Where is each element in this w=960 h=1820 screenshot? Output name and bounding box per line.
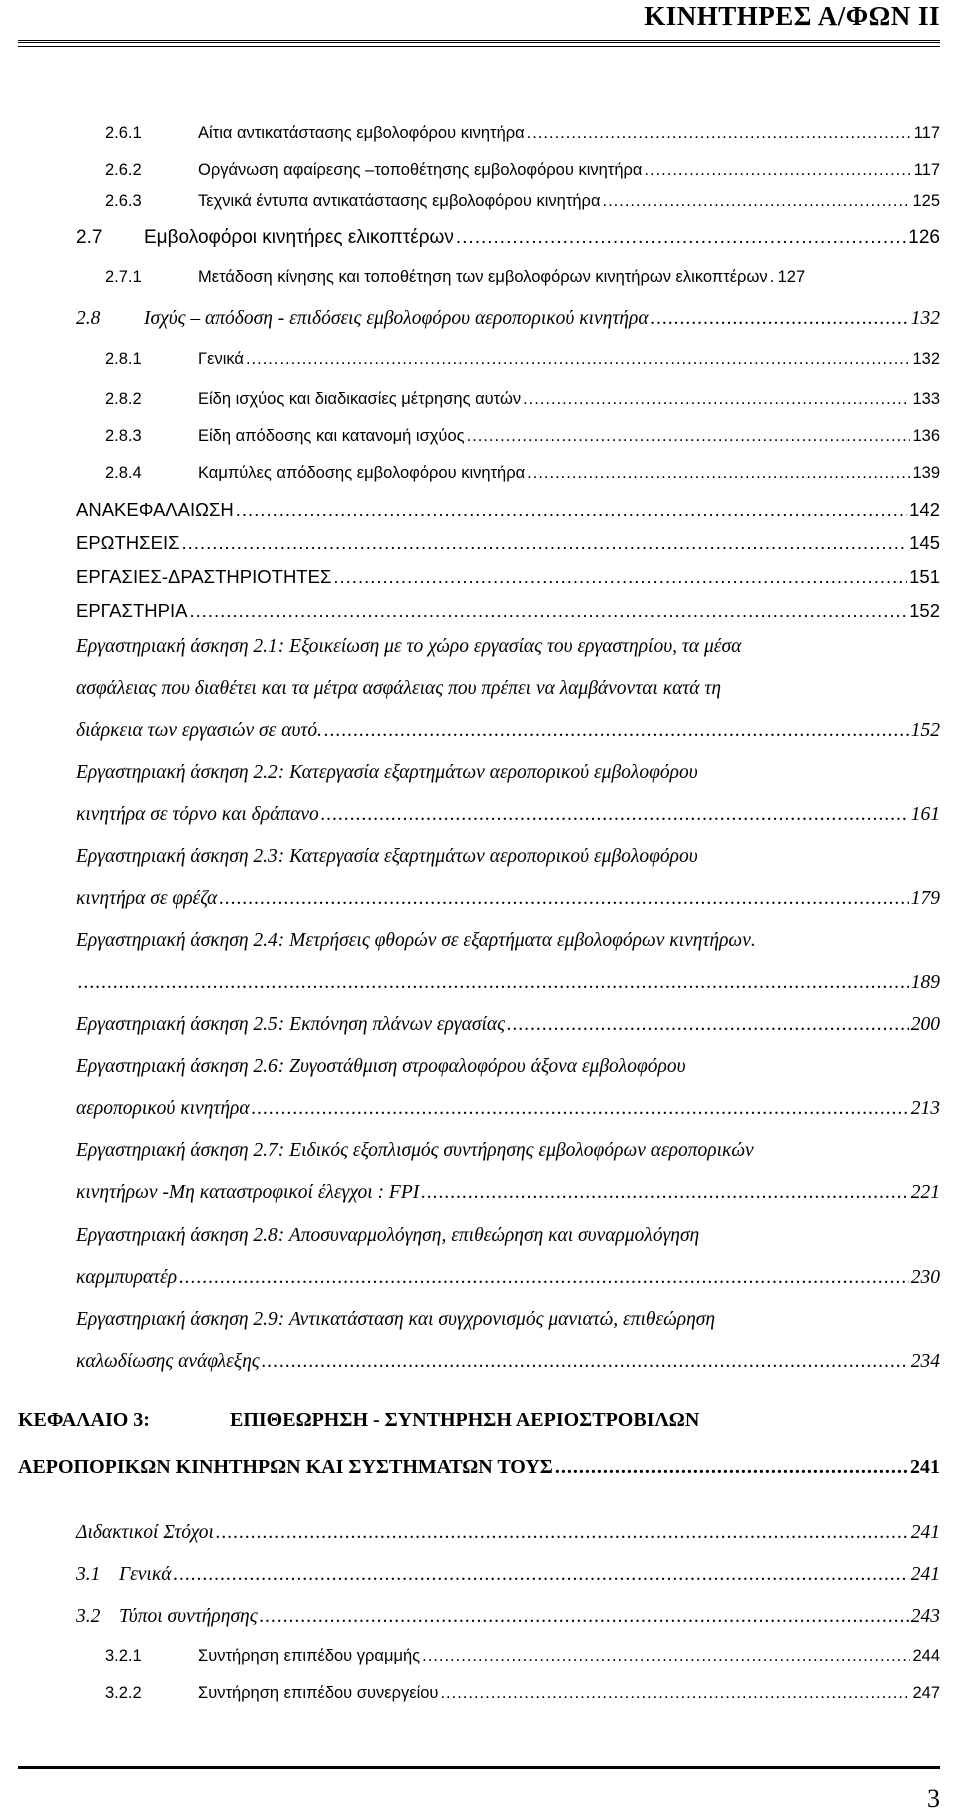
toc-title: καρμπυρατέρ xyxy=(76,1267,178,1288)
toc-page: 241 xyxy=(910,1522,940,1543)
toc-leader xyxy=(173,1564,908,1586)
toc-title: ΕΡΓΑΣΙΕΣ-ΔΡΑΣΤΗΡΙΟΤΗΤΕΣ xyxy=(76,566,332,587)
toc-entry[interactable] xyxy=(76,804,940,826)
toc-entry[interactable] xyxy=(105,464,940,483)
toc-title: Εργαστηριακή άσκηση 2.5: Εκπόνηση πλάνων εργασίας xyxy=(76,1014,506,1035)
toc-title-line: Εργαστηριακή άσκηση 2.7: Ειδικός εξοπλισμός συντήρησης εμβολοφόρων αεροπορικών xyxy=(76,1140,754,1161)
toc-entry[interactable] xyxy=(76,888,940,910)
toc-page: 244 xyxy=(912,1647,940,1665)
toc-title: Είδη ισχύος και διαδικασίες μέτρησης αυτών xyxy=(198,390,522,408)
toc-title: ΕΡΩΤΗΣΕΙΣ xyxy=(76,532,180,553)
toc-leader xyxy=(236,499,907,521)
toc-title-line: Εργαστηριακή άσκηση 2.9: Αντικατάσταση και συγχρονισμός μανιατώ, επιθεώρηση xyxy=(76,1309,716,1330)
toc-title: ΑΕΡΟΠΟΡΙΚΩΝ ΚΙΝΗΤΗΡΩΝ ΚΑΙ ΣΥΣΤΗΜΑΤΩΝ ΤΟΥΣ xyxy=(18,1456,553,1478)
toc-title: Αίτια αντικατάστασης εμβολοφόρου κινητήρα xyxy=(198,124,525,142)
toc-page: 126 xyxy=(908,227,940,248)
toc-page: 152 xyxy=(909,600,940,621)
toc-title: Γενικά xyxy=(198,350,244,368)
toc-entry[interactable] xyxy=(76,1098,940,1120)
toc-leader xyxy=(262,1351,909,1373)
toc-entry[interactable] xyxy=(105,427,940,446)
toc-number: 2.8.3 xyxy=(105,427,142,445)
toc-entry[interactable] xyxy=(76,1351,940,1373)
toc-title-line: Εργαστηριακή άσκηση 2.4: Μετρήσεις φθορών σε εξαρτήματα εμβολοφόρων κινητήρων. xyxy=(76,930,756,951)
toc-leader xyxy=(421,1182,909,1204)
toc-leader xyxy=(78,972,909,994)
toc-entry[interactable] xyxy=(76,499,940,521)
toc-entry[interactable] xyxy=(105,1647,940,1666)
toc-entry[interactable] xyxy=(76,532,940,554)
toc-entry[interactable] xyxy=(76,1606,940,1628)
toc-leader xyxy=(321,804,909,826)
footer-rule xyxy=(18,1766,940,1769)
toc-entry[interactable] xyxy=(76,1522,940,1544)
toc-page: 133 xyxy=(912,390,940,408)
toc-entry[interactable] xyxy=(76,227,940,249)
toc-number: 2.8.2 xyxy=(105,390,142,408)
toc-title: διάρκεια των εργασιών σε αυτό. xyxy=(76,720,323,741)
toc-number: 3.2.2 xyxy=(105,1684,142,1702)
toc-title: κινητήρων -Μη καταστροφικοί έλεγχοι : FPI xyxy=(76,1182,420,1203)
toc-number: 2.7 xyxy=(76,227,103,248)
toc-title-line: Εργαστηριακή άσκηση 2.3: Κατεργασία εξαρτημάτων αεροπορικού εμβολοφόρου xyxy=(76,846,698,867)
toc-title: Καμπύλες απόδοσης εμβολοφόρου κινητήρα xyxy=(198,464,526,482)
toc-page: 221 xyxy=(910,1182,940,1203)
toc-leader xyxy=(456,227,906,249)
toc-leader xyxy=(527,124,912,143)
toc-page: 152 xyxy=(910,720,940,741)
toc-title-line: Εργαστηριακή άσκηση 2.6: Ζυγοστάθμιση στροφαλοφόρου άξονα εμβολοφόρου xyxy=(76,1056,686,1077)
toc-entry[interactable] xyxy=(76,566,940,588)
toc-title: αεροπορικού κινητήρα xyxy=(76,1098,250,1119)
toc-number: 2.6.3 xyxy=(105,192,142,210)
toc-entry[interactable] xyxy=(105,124,940,143)
toc-title: Εμβολοφόροι κινητήρες ελικοπτέρων xyxy=(144,227,454,248)
toc-leader xyxy=(219,888,908,910)
toc-title: κινητήρα σε φρέζα xyxy=(76,888,218,909)
toc-entry[interactable] xyxy=(18,1456,940,1479)
toc-title: Τύποι συντήρησης xyxy=(119,1606,258,1627)
toc-leader xyxy=(189,600,907,622)
chapter-title-line: ΕΠΙΘΕΩΡΗΣΗ - ΣΥΝΤΗΡΗΣΗ ΑΕΡΙΟΣΤΡΟΒΙΛΩΝ xyxy=(230,1409,700,1431)
toc-number: 3.1 xyxy=(76,1564,101,1585)
toc-entry[interactable] xyxy=(76,972,940,994)
toc-page: 243 xyxy=(910,1606,940,1627)
toc-title: Οργάνωση αφαίρεσης –τοποθέτησης εμβολοφόρου κινητήρα xyxy=(198,161,643,179)
toc-number: 2.7.1 xyxy=(105,268,142,286)
toc-leader xyxy=(252,1098,909,1120)
toc-title: Ισχύς – απόδοση - επιδόσεις εμβολοφόρου αεροπορικού κινητήρα xyxy=(144,308,649,329)
toc-leader xyxy=(770,268,776,287)
toc-title: Διδακτικοί Στόχοι xyxy=(76,1522,214,1543)
toc-title: ΕΡΓΑΣΤΗΡΙΑ xyxy=(76,600,188,621)
toc-page: 161 xyxy=(910,804,940,825)
toc-page: 241 xyxy=(910,1564,940,1585)
toc-entry[interactable] xyxy=(76,1014,940,1036)
toc-page: 241 xyxy=(910,1456,940,1478)
toc-entry[interactable] xyxy=(76,600,940,622)
toc-leader xyxy=(440,1684,910,1703)
toc-entry[interactable] xyxy=(76,1182,940,1204)
toc-number: 3.2.1 xyxy=(105,1647,142,1665)
toc-page: 117 xyxy=(913,161,940,179)
toc-title-line: ασφάλειας που διαθέτει και τα μέτρα ασφάλειας που πρέπει να λαμβάνονται κατά τη xyxy=(76,678,722,699)
toc-page: 142 xyxy=(909,499,940,520)
toc-page: 247 xyxy=(912,1684,940,1702)
toc-title-line: Εργαστηριακή άσκηση 2.2: Κατεργασία εξαρτημάτων αεροπορικού εμβολοφόρου xyxy=(76,762,698,783)
toc-leader xyxy=(216,1522,909,1544)
toc-leader xyxy=(179,1267,909,1289)
toc-leader xyxy=(182,532,908,554)
toc-page: 117 xyxy=(913,124,940,142)
toc-page: 189 xyxy=(910,972,940,993)
toc-leader xyxy=(527,464,910,483)
toc-title: Τεχνικά έντυπα αντικατάστασης εμβολοφόρου κινητήρα xyxy=(198,192,601,210)
toc-number: 3.2 xyxy=(76,1606,101,1627)
toc-page: 200 xyxy=(910,1014,940,1035)
toc-entry[interactable] xyxy=(105,192,940,211)
toc-leader xyxy=(467,427,911,446)
toc-leader xyxy=(602,192,910,211)
toc-leader xyxy=(422,1647,910,1666)
toc-title: Γενικά xyxy=(119,1564,172,1585)
toc-entry[interactable] xyxy=(105,161,940,180)
toc-number: 2.8.4 xyxy=(105,464,142,482)
chapter-label: ΚΕΦΑΛΑΙΟ 3: xyxy=(18,1409,150,1431)
toc-leader xyxy=(246,350,911,369)
toc-title: Είδη απόδοσης και κατανομή ισχύος xyxy=(198,427,465,445)
toc-page: 136 xyxy=(912,427,940,445)
toc-page: 139 xyxy=(912,464,940,482)
toc-leader xyxy=(644,161,911,180)
toc-leader xyxy=(507,1014,909,1036)
toc-title: κινητήρα σε τόρνο και δράπανο xyxy=(76,804,319,825)
toc-entry[interactable] xyxy=(76,1564,940,1586)
page-number: 3 xyxy=(927,1784,940,1813)
toc-entry[interactable] xyxy=(105,350,940,369)
toc-leader xyxy=(324,720,909,742)
toc-number: 2.6.1 xyxy=(105,124,142,142)
toc-title: ΑΝΑΚΕΦΑΛΑΙΩΣΗ xyxy=(76,499,234,520)
running-header: ΚΙΝΗΤΗΡΕΣ Α/ΦΩΝ ΙΙ xyxy=(644,1,940,31)
toc-leader xyxy=(333,566,907,588)
toc-title: Μετάδοση κίνησης και τοποθέτηση των εμβολοφόρων κινητήρων ελικοπτέρων xyxy=(198,268,768,286)
toc-page: 125 xyxy=(912,192,940,210)
toc-entry[interactable] xyxy=(76,1267,940,1289)
toc-leader xyxy=(523,390,910,409)
toc-title: Συντήρηση επιπέδου συνεργείου xyxy=(198,1684,439,1702)
toc-title-line: Εργαστηριακή άσκηση 2.1: Εξοικείωση με το χώρο εργασίας του εργαστηρίου, τα μέσα xyxy=(76,636,742,657)
toc-leader xyxy=(260,1606,909,1628)
toc-number: 2.6.2 xyxy=(105,161,142,179)
toc-title: Συντήρηση επιπέδου γραμμής xyxy=(198,1647,421,1665)
toc-page: 127 xyxy=(777,268,806,286)
toc-page: 151 xyxy=(909,566,940,587)
toc-page: 213 xyxy=(910,1098,940,1119)
toc-page: 145 xyxy=(909,532,940,553)
toc-page: 230 xyxy=(910,1267,940,1288)
toc-entry[interactable] xyxy=(76,308,940,330)
toc-leader xyxy=(651,308,909,330)
toc-page: 234 xyxy=(910,1351,940,1372)
toc-number: 2.8 xyxy=(76,308,101,329)
toc-page: 132 xyxy=(912,350,940,368)
toc-entry[interactable] xyxy=(105,268,940,287)
toc-page: 179 xyxy=(910,888,940,909)
toc-entry[interactable] xyxy=(105,390,940,409)
toc-entry[interactable] xyxy=(105,1684,940,1703)
toc-title: καλωδίωσης ανάφλεξης xyxy=(76,1351,260,1372)
toc-leader xyxy=(555,1456,908,1479)
header-rule xyxy=(18,40,940,47)
toc-entry[interactable] xyxy=(76,720,940,742)
toc-page: 132 xyxy=(910,308,940,329)
toc-title-line: Εργαστηριακή άσκηση 2.8: Αποσυναρμολόγηση, επιθεώρηση και συναρμολόγηση xyxy=(76,1225,700,1246)
toc-number: 2.8.1 xyxy=(105,350,142,368)
chapter-heading[interactable] xyxy=(18,1409,699,1432)
